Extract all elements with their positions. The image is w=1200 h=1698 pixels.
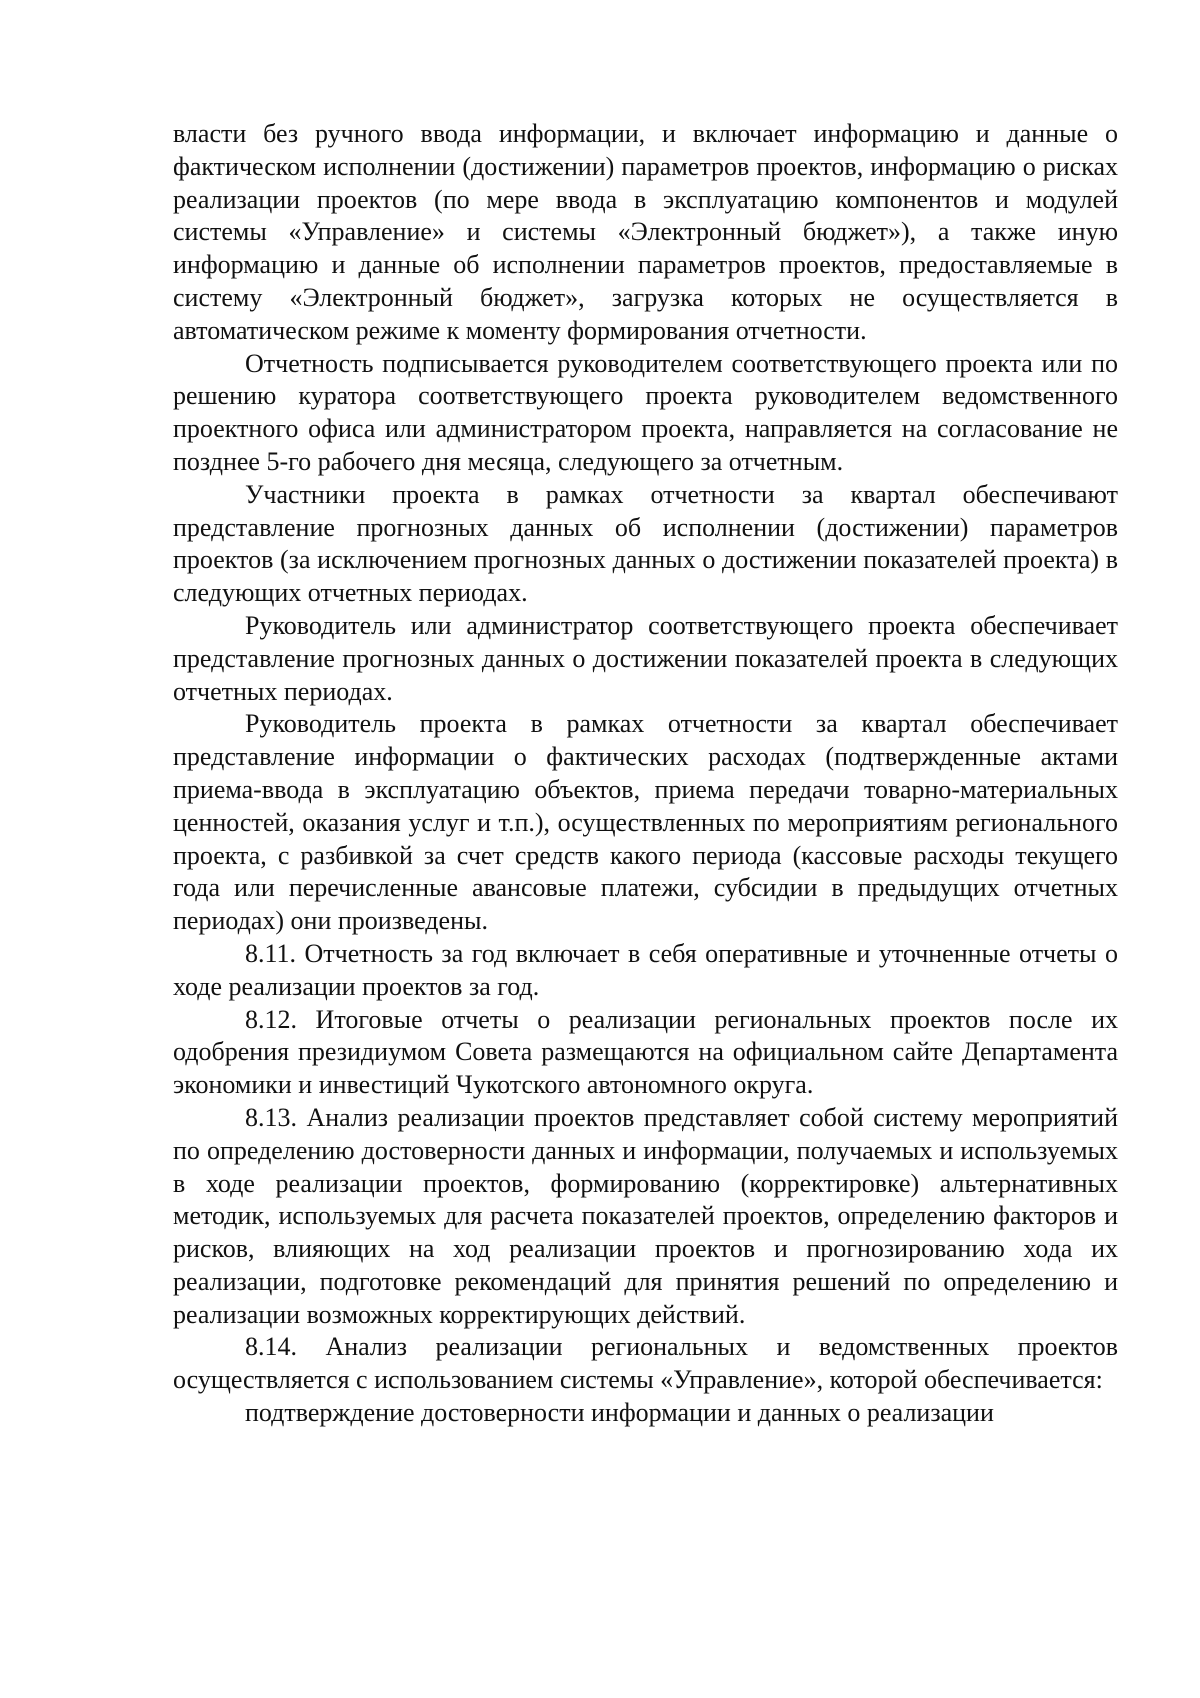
- paragraph-actual-expenses: Руководитель проекта в рамках отчетности за квартал обеспечивает представление информации о фактических расходах (подтвержденные актами приема-ввода в эксплуатацию объектов, приема передачи товарно-материальных ценностей, оказания услуг и т.п.), осуществленных по мероприятиям регионального проекта, с разбивкой за счет средств какого периода (кассовые расходы текущего года или перечисленные авансовые платежи, субсидии в предыдущих отчетных периодах) они произведены.: [173, 709, 1118, 936]
- paragraph-8-13: 8.13. Анализ реализации проектов представляет собой систему мероприятий по определению достоверности данных и информации, получаемых и используемых в ходе реализации проектов, формированию (корректировке) альтернативных методик, используемых для расчета показателей проектов, определению факторов и рисков, влияющих на ход реализации проектов и прогнозированию хода их реализации, подготовке рекомендаций для принятия решений по определению и реализации возможных корректирующих действий.: [173, 1102, 1118, 1329]
- paragraph-head-forecast: Руководитель или администратор соответствующего проекта обеспечивает представление прогнозных данных о достижении показателей проекта в следующих отчетных периодах.: [173, 610, 1118, 706]
- paragraph-8-11: 8.11. Отчетность за год включает в себя оперативные и уточненные отчеты о ходе реализации проектов за год.: [173, 938, 1118, 1001]
- paragraph-report-signing: Отчетность подписывается руководителем соответствующего проекта или по решению куратора соответствующего проекта руководителем ведомственного проектного офиса или администратором проекта, направляется на согласование не позднее 5-го рабочего дня месяца, следующего за отчетным.: [173, 348, 1118, 476]
- document-body: [173, 118, 1118, 1430]
- paragraph-continuation: власти без ручного ввода информации, и включает информацию и данные о фактическом исполнении (достижении) параметров проектов, информацию о рисках реализации проектов (по мере ввода в эксплуатацию компонентов и модулей системы «Управление» и системы «Электронный бюджет»), а также иную информацию и данные об исполнении параметров проектов, предоставляемые в систему «Электронный бюджет», загрузка которых не осуществляется в автоматическом режиме к моменту формирования отчетности.: [173, 119, 1118, 345]
- paragraph-8-14: 8.14. Анализ реализации региональных и ведомственных проектов осуществляется с использованием системы «Управление», которой обеспечивается:: [173, 1332, 1118, 1395]
- paragraph-8-12: 8.12. Итоговые отчеты о реализации региональных проектов после их одобрения президиумом Совета размещаются на официальном сайте Департамента экономики и инвестиций Чукотского автономного округа.: [173, 1004, 1118, 1100]
- paragraph-verification: подтверждение достоверности информации и данных о реализации: [245, 1398, 994, 1428]
- paragraph-participants-forecast: Участники проекта в рамках отчетности за квартал обеспечивают представление прогнозных данных об исполнении (достижении) параметров проектов (за исключением прогнозных данных о достижении показателей проекта) в следующих отчетных периодах.: [173, 479, 1118, 608]
